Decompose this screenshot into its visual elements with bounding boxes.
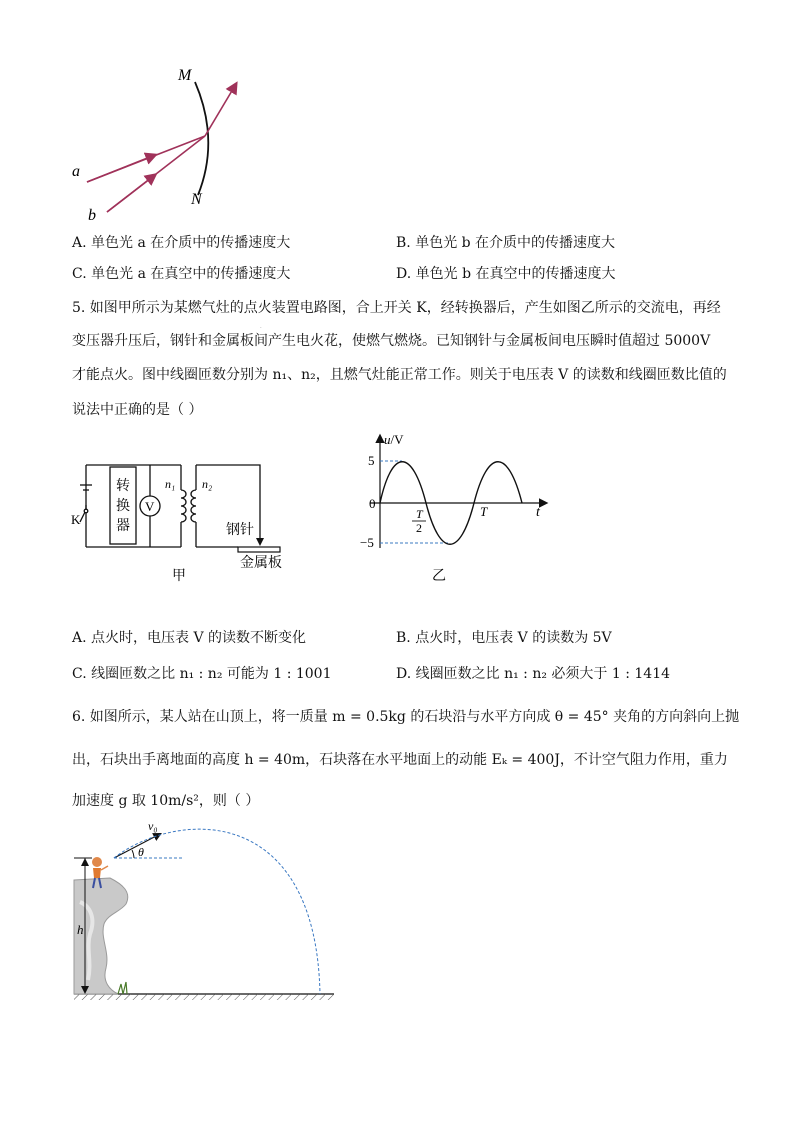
ylabel: u/V (384, 432, 404, 447)
ylabel-hidden: u/V (260, 328, 262, 329)
y-min-tick: −5 (360, 535, 374, 550)
needle-label: 钢针 (226, 523, 254, 538)
q4-option-b[interactable]: B. 单色光 b 在介质中的传播速度大 (396, 235, 616, 251)
q5-option-a[interactable]: A. 点火时，电压表 V 的读数不断变化 (72, 630, 307, 646)
label-b: b (88, 207, 96, 224)
q6-line-3: 加速度 g 取 10m/s²，则（ ） (72, 793, 260, 809)
q6-line-2: 出，石块出手离地面的高度 h = 40m，石块落在水平地面上的动能 Eₖ = 400J，不计空气阻力作用，重力 (72, 752, 728, 768)
xlabel: t (536, 505, 540, 520)
refracted-ray (205, 84, 236, 136)
projectile-figure (66, 812, 346, 1012)
refraction-figure (60, 60, 260, 230)
converter-label-2: 换 (116, 499, 130, 514)
converter-label-3: 器 (116, 519, 130, 534)
T-tick: T (480, 504, 488, 519)
circuit-caption: 甲 (172, 569, 186, 584)
voltmeter-label: V (145, 499, 155, 514)
q5-line-4: 说法中正确的是（ ） (72, 402, 203, 418)
q4-option-d[interactable]: D. 单色光 b 在真空中的传播速度大 (396, 266, 616, 282)
label-N: N (191, 191, 202, 208)
switch-label: K (71, 512, 81, 527)
q5-option-d[interactable]: D. 线圈匝数之比 n₁ : n₂ 必须大于 1 : 1414 (396, 666, 671, 682)
h-label: h (77, 922, 84, 937)
label-M: M (178, 67, 192, 84)
half-T-den: 2 (416, 521, 422, 535)
label-a: a (72, 163, 80, 180)
y-max-tick: 5 (368, 453, 375, 468)
q5-line-3: 才能点火。图中线圈匝数分别为 n₁、n₂，且燃气灶能正常工作。则关于电压表 V 的读数和线圈匝数比值的 (72, 367, 727, 383)
q5-line-1: 5. 如图甲所示为某燃气灶的点火装置电路图，合上开关 K，经转换器后，产生如图乙所示的交流电，再经 (72, 300, 721, 316)
trajectory (114, 829, 320, 994)
half-T-num: T (416, 507, 423, 521)
plate-label: 金属板 (240, 556, 282, 571)
q5-option-c[interactable]: C. 线圈匝数之比 n₁ : n₂ 可能为 1 : 1001 (72, 666, 332, 682)
graph-caption: 乙 (432, 569, 446, 584)
n2-label: n₂ (202, 477, 213, 491)
q5-line-2: 变压器升压后，钢针和金属板间产生电火花，使燃气燃烧。已知钢针与金属板间电压瞬时值超过 5000V (72, 333, 711, 349)
circuit-diagram (66, 450, 306, 590)
v0-label: v₀ (148, 819, 158, 833)
n1-label: n₁ (165, 477, 176, 491)
theta-label: θ (138, 845, 144, 859)
converter-label-1: 转 (116, 479, 130, 494)
q4-option-a[interactable]: A. 单色光 a 在介质中的传播速度大 (72, 235, 291, 251)
q5-option-b[interactable]: B. 点火时，电压表 V 的读数为 5V (396, 630, 612, 646)
q6-line-1: 6. 如图所示，某人站在山顶上，将一质量 m = 0.5kg 的石块沿与水平方向成 θ = 45° 夹角的方向斜向上抛 (72, 709, 740, 725)
origin-tick: 0 (369, 496, 376, 511)
q4-option-c[interactable]: C. 单色光 a 在真空中的传播速度大 (72, 266, 291, 282)
